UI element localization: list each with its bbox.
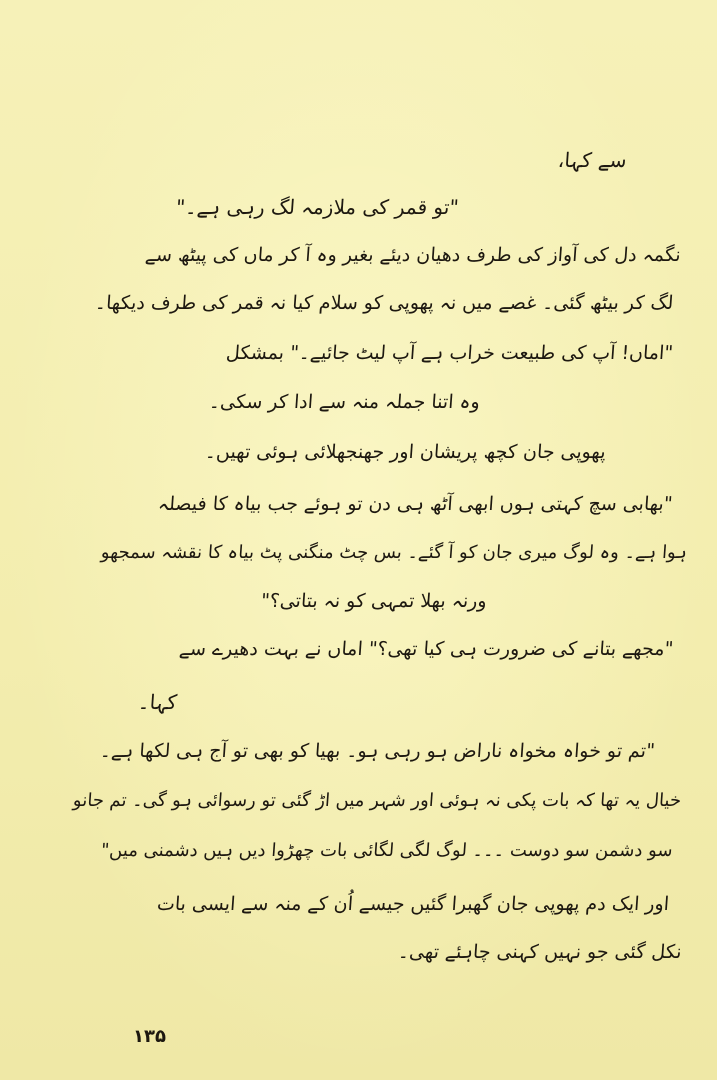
text-line-15: سو دشمن سو دوست ۔۔۔ لوگ لگی لگائی بات چھڑوا دیں ہیں دشمنی میں" [100, 840, 674, 861]
text-line-8: "بھابی سچ کہتی ہوں ابھی آٹھ ہی دن تو ہوئے جب بیاہ کا فیصلہ [157, 493, 674, 515]
text-line-3: نگمہ دل کی آواز کی طرف دھیان دیئے بغیر وہ آ کر ماں کی پیٹھ سے [144, 244, 682, 266]
text-line-14: خیال یہ تھا کہ بات پکی نہ ہوئی اور شہر میں اڑ گئی تو رسوائی ہو گی۔ تم جانو [72, 790, 682, 811]
text-line-16: اور ایک دم پھوپی جان گھبرا گئیں جیسے اُن کے منہ سے ایسی بات [156, 893, 670, 915]
page-number: ۱۳۵ [133, 1026, 166, 1047]
text-line-12: کہا۔ [137, 690, 178, 714]
text-line-11: "مجھے بتانے کی ضرورت ہی کیا تھی؟" اماں نے بہت دھیرے سے [177, 638, 674, 660]
text-line-10: ورنہ بھلا تمہی کو نہ بتاتی؟" [260, 590, 488, 612]
text-line-17: نکل گئی جو نہیں کہنی چاہئے تھی۔ [396, 941, 682, 963]
text-line-6: وہ اتنا جملہ منہ سے ادا کر سکی۔ [208, 391, 481, 413]
text-line-4: لگ کر بیٹھ گئی۔ غصے میں نہ پھوپی کو سلام کیا نہ قمر کی طرف دیکھا۔ [93, 292, 674, 314]
text-line-9: ہوا ہے۔ وہ لوگ میری جان کو آ گئے۔ بس چٹ منگنی پٹ بیاہ کا نقشہ سمجھو [100, 542, 688, 563]
text-line-2: "تو قمر کی ملازمہ لگ رہی ہے۔" [175, 195, 460, 219]
text-line-7: پھوپی جان کچھ پریشان اور جھنجھلائی ہوئی تھیں۔ [204, 441, 607, 463]
text-line-1: سے کہا، [557, 148, 628, 172]
text-line-5: "اماں! آپ کی طبیعت خراب ہے آپ لیٹ جائیے۔" بمشکل [225, 342, 674, 364]
text-line-13: "تم تو خواہ مخواہ ناراض ہو رہی ہو۔ بھیا کو بھی تو آج ہی لکھا ہے۔ [99, 740, 656, 762]
